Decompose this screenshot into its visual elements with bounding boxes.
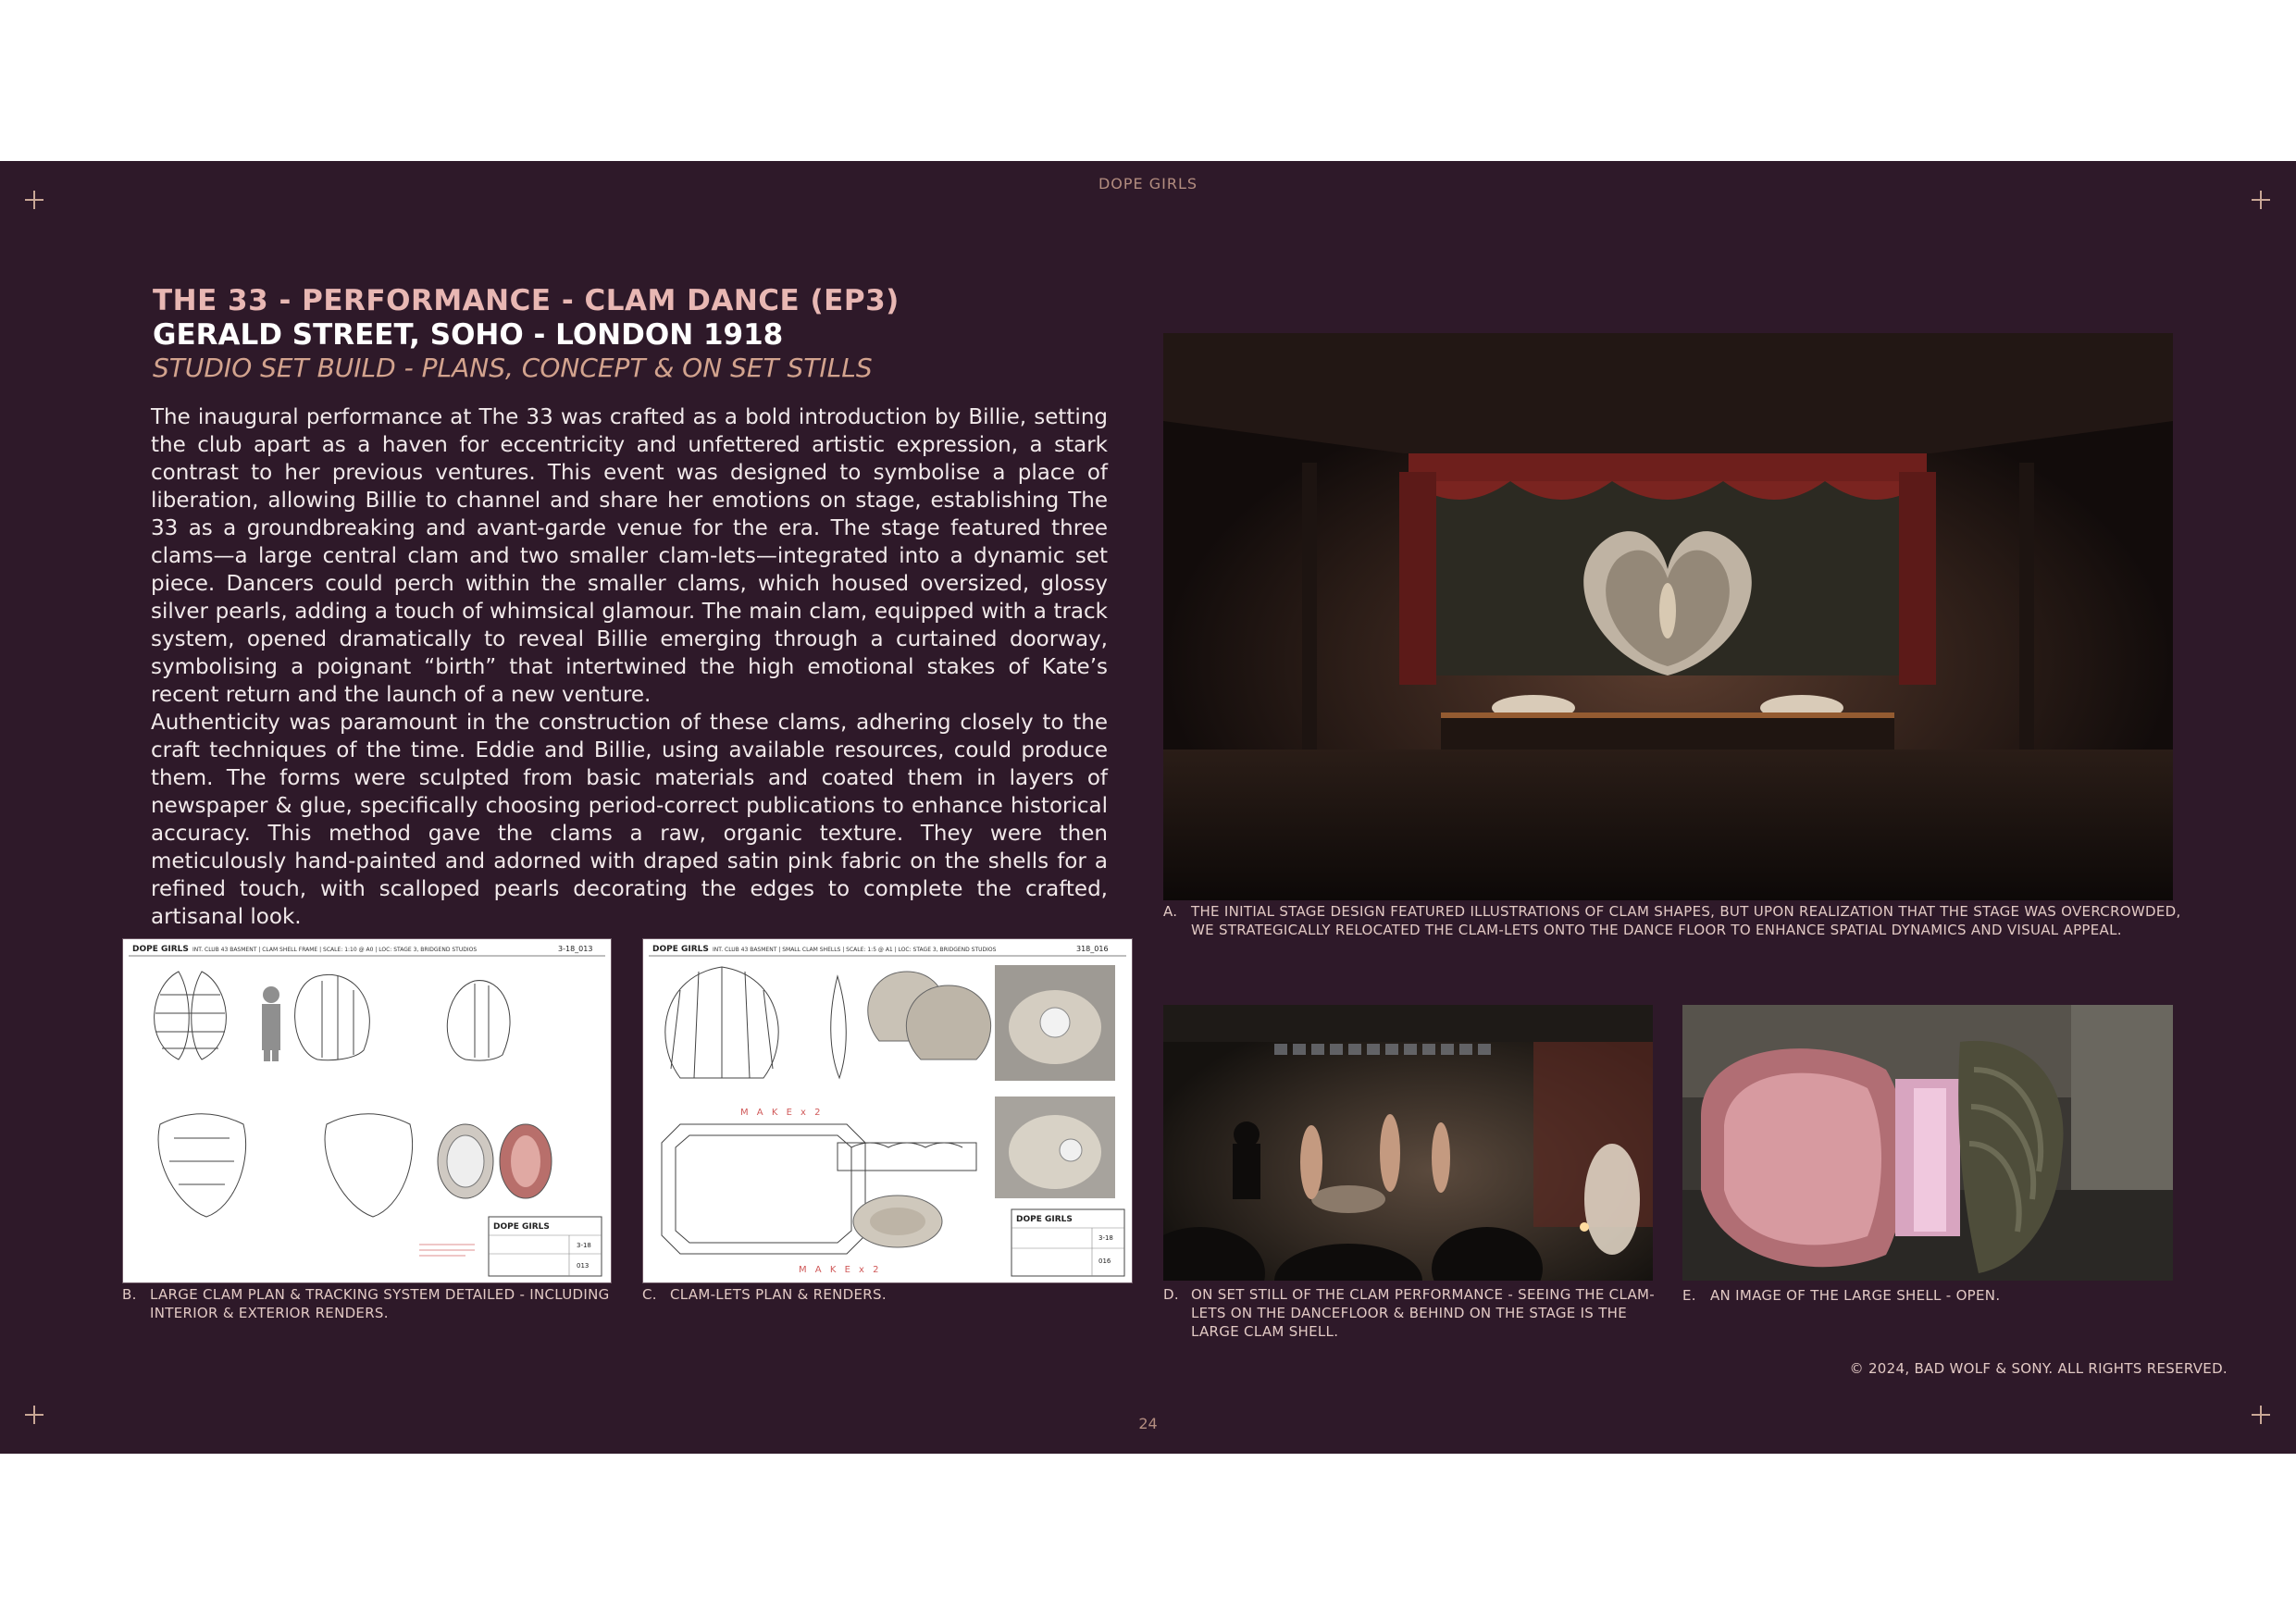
section-title: THE 33 - PERFORMANCE - CLAM DANCE (EP3) xyxy=(153,284,900,317)
page-spread xyxy=(0,161,2296,1454)
drawing-b-block-brand: DOPE GIRLS xyxy=(493,1222,550,1232)
caption-b-letter: B. xyxy=(122,1286,137,1303)
stage-photo xyxy=(1163,333,2173,900)
caption-a-letter: A. xyxy=(1163,903,1178,920)
body-paragraph-1: The inaugural performance at The 33 was crafted as a bold introduction by Billie, setting the club apart as a haven for eccentricity and unfettered artistic expression, a stark contrast to her previous ventures. This event was designed to symbolise a place of liberation, allowing Billie to channel and share her emotions on stage, establishing The 33 as a groundbreaking and avant-garde venue for the era. The stage featured three clams—a large central clam and two smaller clam-lets—integrated into a dynamic set piece. Dancers could perch within the smaller clams, which housed oversized, glossy silver pearls, adding a touch of whimsical glamour. The main clam, equipped with a track system, opened dramatically to reveal Billie emerging through a curtained doorway, symbolising a poignant “birth” that intertwined the high emotional stakes of Kate’s recent return and the launch of a new venture. xyxy=(151,405,1108,707)
caption-e-letter: E. xyxy=(1682,1287,1696,1304)
caption-c-letter: C. xyxy=(642,1286,657,1303)
location-title: GERALD STREET, SOHO - LONDON 1918 xyxy=(153,318,784,352)
body-paragraph-2: Authenticity was paramount in the construction of these clams, adhering closely to the craft techniques of the time. Eddie and Billie, using available resources, could produce them. The forms were sculpted from basic materials and coated them in layers of newspaper & glue, specifically choosing period-correct publications to enhance historical accuracy. This method gave the clams a raw, organic texture. They were then meticulously hand-painted and adorned with draped satin pink fabric on the shells for a refined touch, with scalloped pearls decorating the edges to complete the crafted, artisanal look. xyxy=(151,711,1108,929)
caption-c-text: CLAM-LETS PLAN & RENDERS. xyxy=(670,1286,887,1303)
on-set-still-photo xyxy=(1163,1005,1653,1281)
caption-a xyxy=(1163,902,2181,943)
subtitle: STUDIO SET BUILD - PLANS, CONCEPT & ON SET STILLS xyxy=(153,353,873,383)
drawing-c-make-2: M A K E x 2 xyxy=(799,1265,882,1275)
drawing-b-info: INT. CLUB 43 BASMENT | CLAM SHELL FRAME | SCALE: 1:10 @ A0 | LOC: STAGE 3, BRIDGEND STUDIOS xyxy=(192,947,478,953)
drawing-c-brand: DOPE GIRLS xyxy=(652,945,709,954)
drawing-c-block-num: 016 xyxy=(1098,1258,1111,1265)
caption-b-text: LARGE CLAM PLAN & TRACKING SYSTEM DETAILED - INCLUDING INTERIOR & EXTERIOR RENDERS. xyxy=(150,1286,610,1321)
caption-d-letter: D. xyxy=(1163,1286,1179,1303)
drawing-c-info: INT. CLUB 43 BASMENT | SMALL CLAM SHELLS | SCALE: 1:5 @ A1 | LOC: STAGE 3, BRIDGEND STUDIOS xyxy=(713,947,997,953)
drawing-c-number: 318_016 xyxy=(1076,945,1109,953)
caption-e xyxy=(1682,1286,2182,1308)
caption-a-text: THE INITIAL STAGE DESIGN FEATURED ILLUSTRATIONS OF CLAM SHAPES, BUT UPON REALIZATION THAT THE STAGE WAS OVERCROWDED, WE STRATEGICALLY RELOCATED THE CLAM-LETS ONTO THE DANCE FLOOR TO ENHANCE SPATIAL DYNAMICS AND VISUAL APPEAL. xyxy=(1191,903,2181,938)
drawing-b-number: 3-18_013 xyxy=(558,945,593,953)
drawing-c-block-code: 3-18 xyxy=(1098,1234,1113,1242)
copyright-notice: © 2024, BAD WOLF & SONY. ALL RIGHTS RESERVED. xyxy=(1849,1360,2228,1377)
drawing-c-block-brand: DOPE GIRLS xyxy=(1016,1215,1073,1224)
caption-d xyxy=(1163,1285,1663,1344)
running-header: DOPE GIRLS xyxy=(1098,175,1198,192)
drawing-c-make-1: M A K E x 2 xyxy=(740,1108,824,1118)
drawing-b-block-code: 3-18 xyxy=(577,1242,591,1249)
caption-d-text: ON SET STILL OF THE CLAM PERFORMANCE - SEEING THE CLAM-LETS ON THE DANCEFLOOR & BEHIND ON THE STAGE IS THE LARGE CLAM SHELL. xyxy=(1191,1286,1655,1340)
crop-mark-top-right xyxy=(2252,191,2270,209)
page-number: 24 xyxy=(1138,1415,1158,1432)
large-shell-open-photo xyxy=(1682,1005,2173,1281)
caption-b xyxy=(122,1285,622,1326)
drawing-b-block-num: 013 xyxy=(577,1262,590,1270)
crop-mark-top-left xyxy=(25,191,43,209)
clam-frame-drawing xyxy=(122,938,612,1283)
caption-c xyxy=(642,1285,1142,1307)
drawing-b-brand: DOPE GIRLS xyxy=(132,945,189,954)
caption-e-text: AN IMAGE OF THE LARGE SHELL - OPEN. xyxy=(1710,1287,2001,1304)
clam-lets-drawing xyxy=(642,938,1133,1283)
